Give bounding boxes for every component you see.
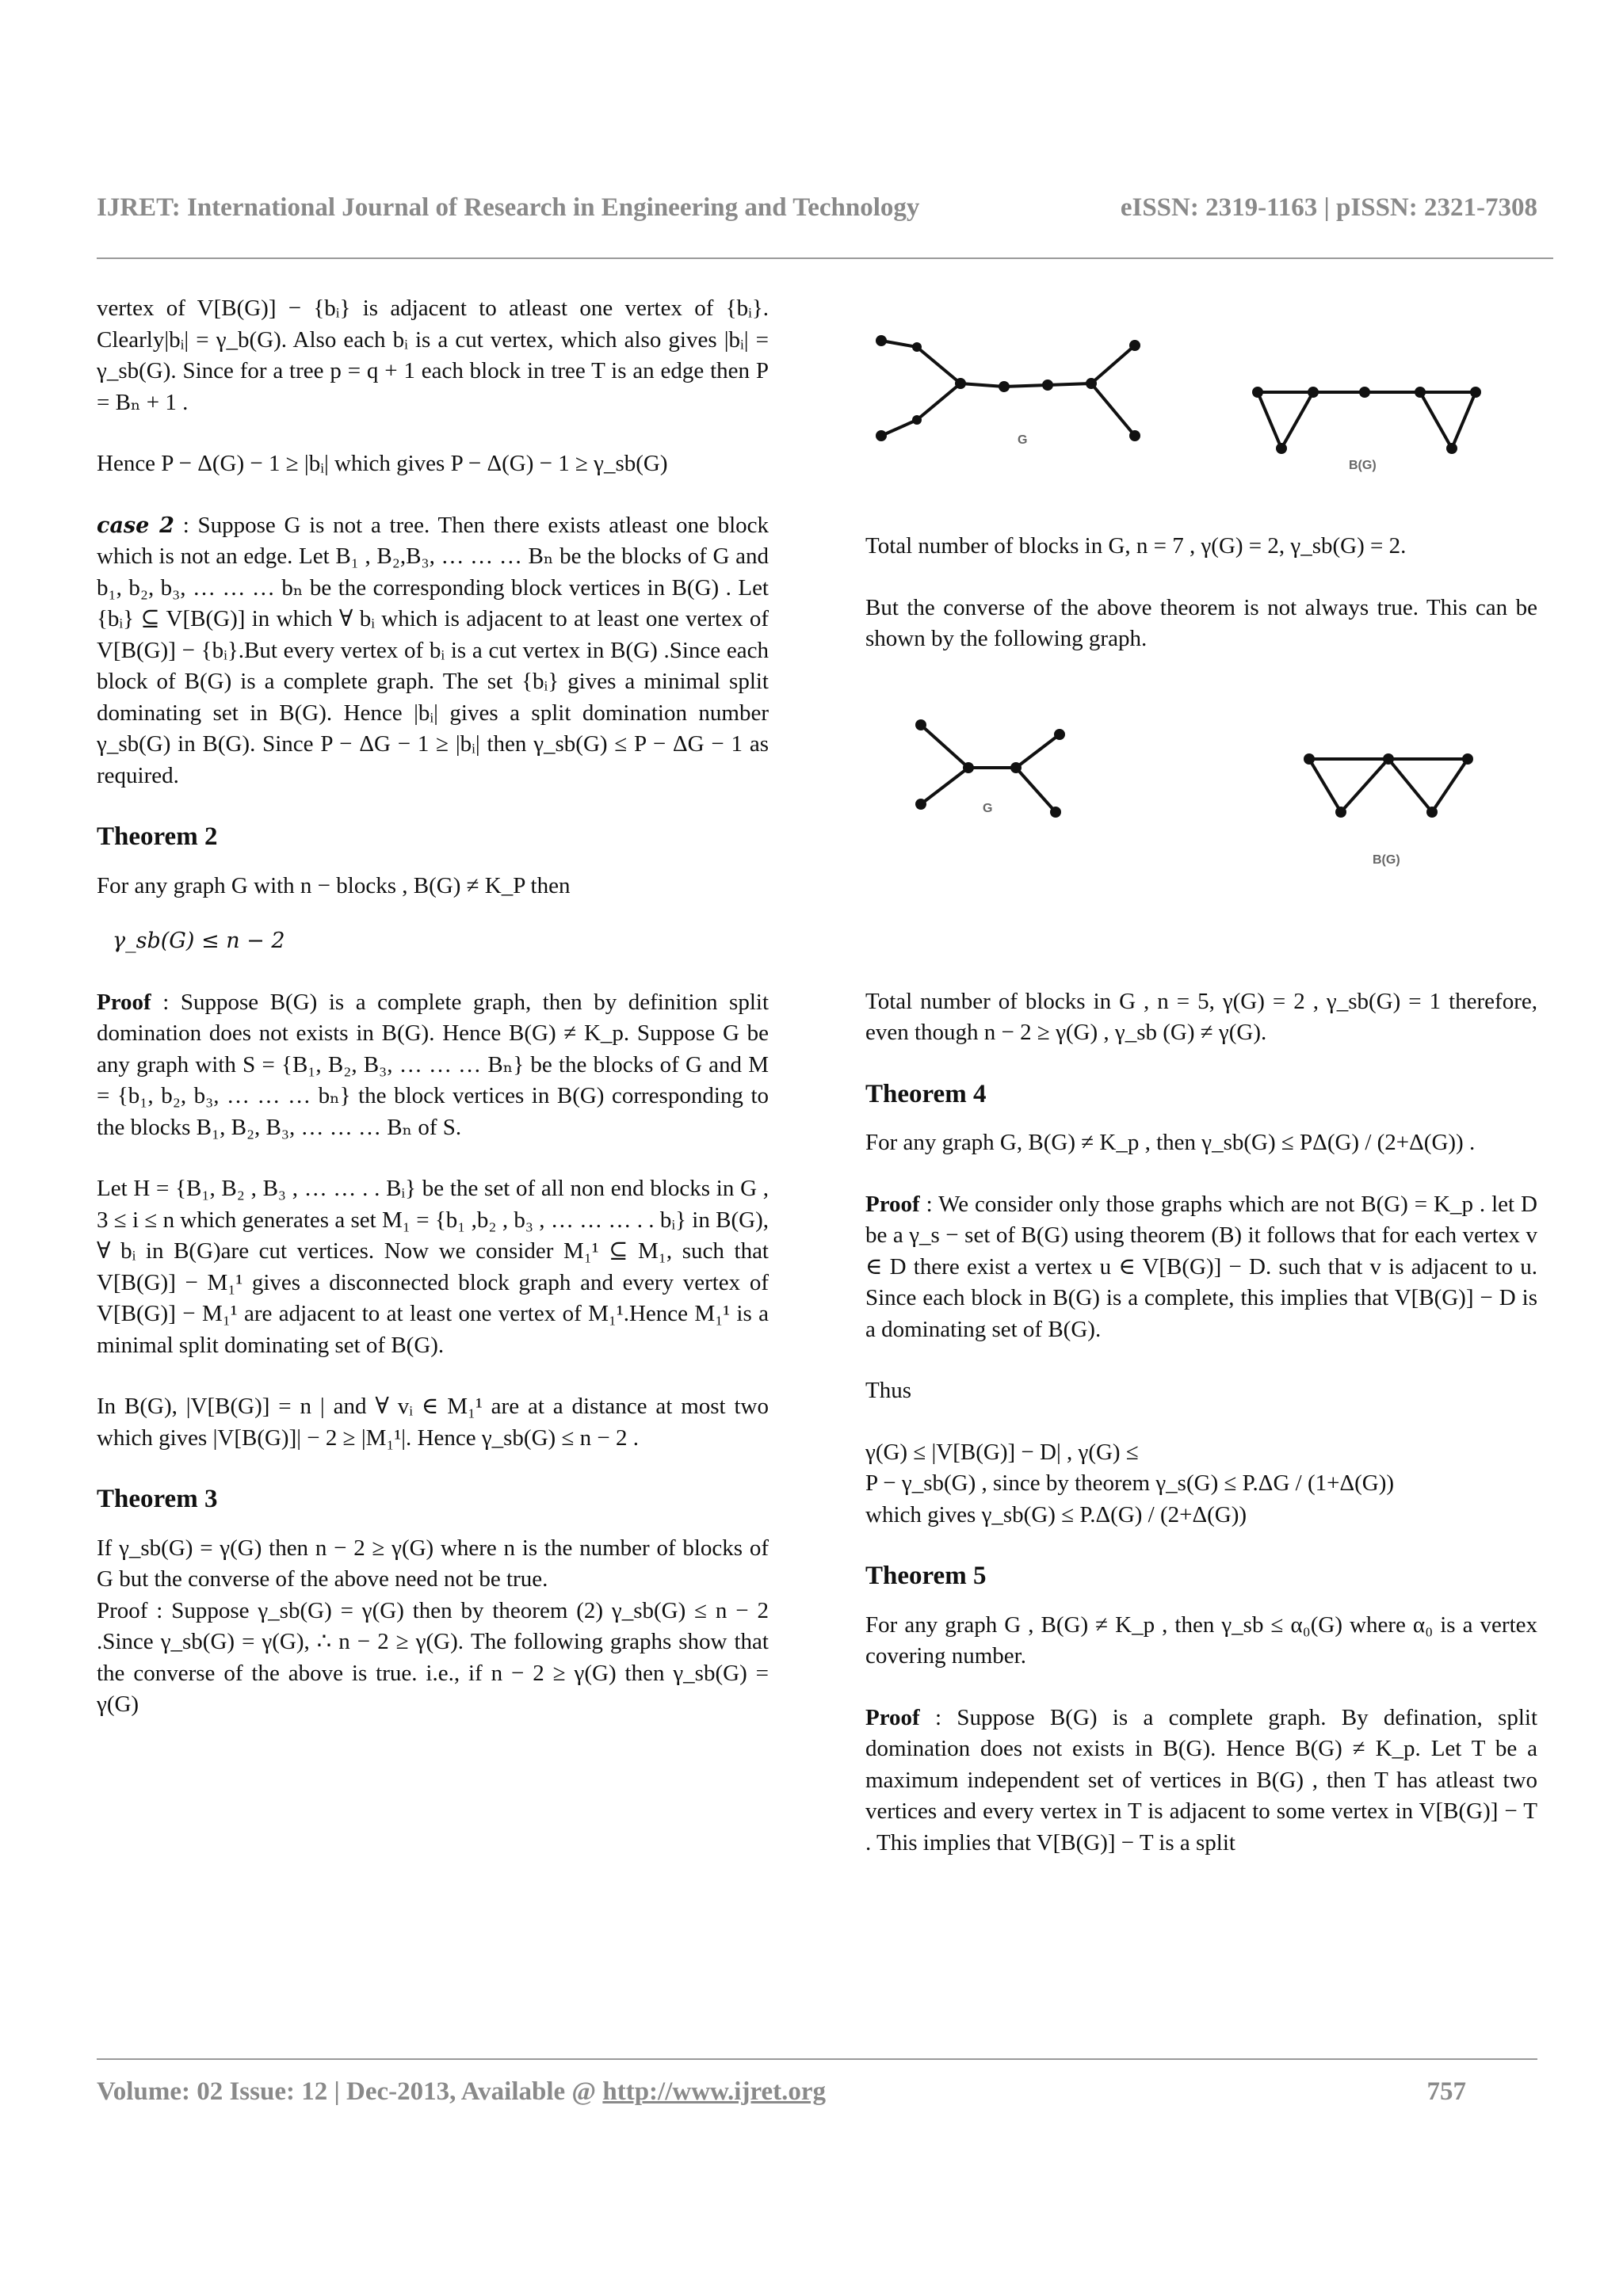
thus-text: Thus [865, 1378, 911, 1403]
paragraph-1: vertex of V[B(G)] − {bᵢ} is adjacent to atleast one vertex of {bᵢ}. Clearly|bᵢ| = γ_b(G). Also each bᵢ is a cut vertex, which also gives |bᵢ| = γ_sb(G). Since for a tree p = q + 1 each block in tree T is an edge then P = Bₙ + 1 . [97, 296, 769, 415]
header-rule [97, 257, 1553, 259]
theorem-3-heading: Theorem 3 [97, 1485, 218, 1513]
theorem-2-proof [97, 987, 769, 1144]
footer-link[interactable]: http://www.ijret.org [602, 2077, 827, 2106]
paragraph-2: Hence P − Δ(G) − 1 ≥ |bᵢ| which gives P − Δ(G) − 1 ≥ γ_sb(G) [97, 451, 668, 476]
right-column [865, 293, 1537, 1889]
theorem-5-proof-lead: Proof [865, 1704, 920, 1730]
theorem-5-heading: Theorem 5 [865, 1562, 987, 1590]
theorem-2-statement: For any graph G with n − blocks , B(G) ≠ K_P then [97, 872, 571, 898]
theorem-3-proof: Proof : Suppose γ_sb(G) = γ(G) then by theorem (2) γ_sb(G) ≤ n − 2 .Since γ_sb(G) = γ(G), ∴ n − 2 ≥ γ(G). The following graphs show that the converse of the above is true. i.e., if n − 2 ≥ γ(G) then γ_sb(G) = γ(G) [97, 1597, 769, 1717]
figure-2-caption: Total number of blocks in G , n = 5, γ(G) = 2 , γ_sb(G) = 1 therefore, even though n − 2 ≥ γ(G) , γ_sb (G) ≠ γ(G). [865, 988, 1537, 1045]
theorem-4-proof [865, 1189, 1537, 1346]
case-2-text: : Suppose G is not a tree. Then there exists atleast one block which is not an edge. Let B₁ , B₂,B₃, … … … Bₙ be the blocks of G and b₁, b₂, b₃, … … … bₙ be the corresponding block vertices in B(G) . Let {bᵢ} ⊆ V[B(G)] in which ∀ bᵢ which is adjacent to at least one vertex of V[B(G)] − {bᵢ}.But every vertex of bᵢ is a cut vertex in B(G) .Since each block of B(G) is a complete graph. The set {bᵢ} gives a minimal split dominating set in B(G). Hence |bᵢ| gives a split domination number γ_sb(G) in B(G). Since P − ΔG − 1 ≥ |bᵢ| then γ_sb(G) ≤ P − ΔG − 1 as required. [97, 512, 769, 788]
figure-1 [865, 293, 1537, 531]
theorem-2-proof-text: : Suppose B(G) is a complete graph, then by definition split domination does not exists in B(G). Hence B(G) ≠ K_p. Suppose G be any graph with S = {B₁, B₂, B₃, … … … Bₙ} be the blocks of G and M = {b₁, b₂, b₃, … … … bₙ} the block vertices in B(G) corresponding to the blocks B₁, B₂, B₃, … … … Bₙ of S. [97, 989, 769, 1140]
page-footer [97, 2077, 1537, 2107]
theorem-5-statement: For any graph G , B(G) ≠ K_p , then γ_sb ≤ α₀(G) where α₀ is a vertex covering number. [865, 1611, 1537, 1669]
page-header [97, 193, 1537, 228]
footer-rule [97, 2058, 1537, 2060]
journal-title: IJRET: International Journal of Research in Engineering and Technology [97, 193, 920, 222]
figure-1-label-bg: B(G) [1349, 459, 1377, 472]
figure-1-graphs [865, 293, 1537, 507]
theorem-4-formula-3: which gives γ_sb(G) ≤ P.Δ(G) / (2+Δ(G)) [865, 1501, 1247, 1527]
theorem-2-paragraph-2: Let H = {B₁, B₂ , B₃ , … … . . Bᵢ} be the set of all non end blocks in G , 3 ≤ i ≤ n which generates a set M₁ = {b₁ ,b₂ , b₃ , … … … . . bᵢ} in B(G), ∀ bᵢ in B(G)are cut vertices. Now we consider M₁¹ ⊆ M₁, such that V[B(G)] − M₁¹ gives a disconnected block graph and every vertex of V[B(G)] − M₁¹ are adjacent to at least one vertex of M₁¹.Hence M₁¹ is a minimal split dominating set of B(G). [97, 1176, 769, 1358]
theorem-5-proof-text: : Suppose B(G) is a complete graph. By defination, split domination does not exists in B(G). Hence B(G) ≠ K_p. Let T be a maximum independent set of vertices in B(G) , then T has atleast two vertices and every vertex in T is adjacent to some vertex in V[B(G)] − T . This implies that V[B(G)] − T is a split [865, 1704, 1538, 1855]
figure-1-label-g: G [1018, 433, 1028, 447]
case-2-lead: case 2 [97, 513, 174, 538]
theorem-2-heading: Theorem 2 [97, 822, 218, 851]
converse-text: But the converse of the above theorem is not always true. This can be shown by the following graph. [865, 594, 1537, 651]
theorem-4-proof-text: : We consider only those graphs which are not B(G) = K_p . let D be a γ_s − set of B(G) using theorem (B) it follows that for each vertex v ∈ D there exist a vertex u ∈ V[B(G)] − D. such that v is adjacent to u. Since each block in B(G) is a complete, this implies that V[B(G)] − D is a dominating set of B(G). [865, 1191, 1537, 1342]
theorem-2-proof-lead: Proof [97, 989, 151, 1015]
case-2-paragraph [97, 510, 769, 792]
theorem-5-proof [865, 1703, 1537, 1859]
theorem-2-paragraph-3: In B(G), |V[B(G)] = n | and ∀ vᵢ ∈ M₁¹ are at a distance at most two which gives |V[B(G)]| − 2 ≥ |M₁¹|. Hence γ_sb(G) ≤ n − 2 . [97, 1394, 769, 1451]
footer-volume: Volume: 02 Issue: 12 | Dec-2013, Available @ [97, 2077, 603, 2106]
theorem-4-heading: Theorem 4 [865, 1079, 987, 1108]
figure-2 [865, 685, 1537, 986]
left-column [97, 293, 769, 1751]
theorem-4-proof-lead: Proof [865, 1191, 920, 1217]
theorem-4-statement: For any graph G, B(G) ≠ K_p , then γ_sb(G) ≤ PΔ(G) / (2+Δ(G)) . [865, 1130, 1476, 1155]
page-number: 757 [1426, 2077, 1466, 2106]
issn-info: eISSN: 2319-1163 | pISSN: 2321-7308 [1120, 193, 1537, 222]
theorem-2-formula: γ_sb(G) ≤ n − 2 [113, 929, 285, 953]
figure-2-label-g: G [983, 801, 993, 815]
theorem-4-formula-1: γ(G) ≤ |V[B(G)] − D| , γ(G) ≤ [865, 1439, 1139, 1465]
figure-2-graphs [865, 685, 1537, 899]
figure-2-label-bg: B(G) [1373, 852, 1400, 867]
figure-1-caption: Total number of blocks in G, n = 7 , γ(G) = 2, γ_sb(G) = 2. [865, 533, 1407, 559]
theorem-3-statement: If γ_sb(G) = γ(G) then n − 2 ≥ γ(G) where n is the number of blocks of G but the converse of the above need not be true. [97, 1535, 769, 1592]
theorem-4-formula-2: P − γ_sb(G) , since by theorem γ_s(G) ≤ P.ΔG / (1+Δ(G)) [865, 1470, 1395, 1496]
